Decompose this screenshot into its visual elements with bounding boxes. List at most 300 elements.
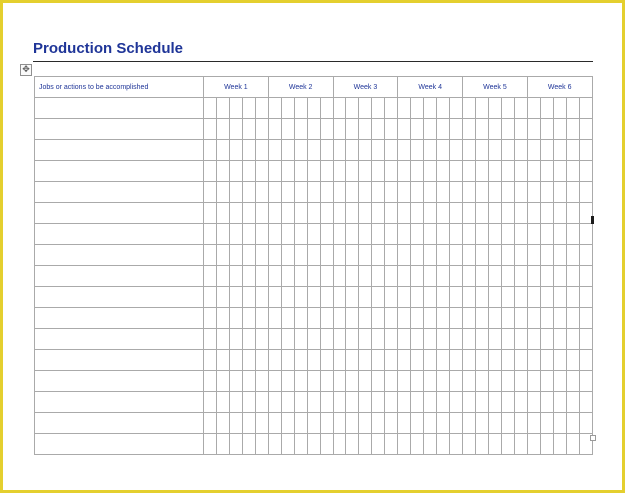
day-cell[interactable]: [398, 245, 411, 266]
day-cell[interactable]: [307, 266, 320, 287]
day-cell[interactable]: [579, 266, 592, 287]
day-cell[interactable]: [229, 413, 242, 434]
day-cell[interactable]: [307, 350, 320, 371]
day-cell[interactable]: [450, 245, 463, 266]
day-cell[interactable]: [527, 140, 540, 161]
task-cell[interactable]: [35, 371, 204, 392]
day-cell[interactable]: [476, 140, 489, 161]
day-cell[interactable]: [359, 287, 372, 308]
day-cell[interactable]: [566, 266, 579, 287]
day-cell[interactable]: [307, 392, 320, 413]
day-cell[interactable]: [476, 245, 489, 266]
day-cell[interactable]: [424, 392, 437, 413]
day-cell[interactable]: [229, 266, 242, 287]
day-cell[interactable]: [372, 182, 385, 203]
day-cell[interactable]: [463, 266, 476, 287]
day-cell[interactable]: [476, 371, 489, 392]
day-cell[interactable]: [385, 350, 398, 371]
day-cell[interactable]: [229, 203, 242, 224]
day-cell[interactable]: [424, 434, 437, 455]
day-cell[interactable]: [463, 287, 476, 308]
day-cell[interactable]: [566, 371, 579, 392]
day-cell[interactable]: [424, 98, 437, 119]
day-cell[interactable]: [359, 161, 372, 182]
day-cell[interactable]: [268, 140, 281, 161]
day-cell[interactable]: [463, 245, 476, 266]
day-cell[interactable]: [463, 203, 476, 224]
day-cell[interactable]: [450, 434, 463, 455]
task-cell[interactable]: [35, 266, 204, 287]
day-cell[interactable]: [307, 203, 320, 224]
day-cell[interactable]: [320, 287, 333, 308]
day-cell[interactable]: [450, 224, 463, 245]
day-cell[interactable]: [372, 287, 385, 308]
day-cell[interactable]: [294, 350, 307, 371]
day-cell[interactable]: [476, 392, 489, 413]
day-cell[interactable]: [333, 182, 346, 203]
day-cell[interactable]: [204, 203, 217, 224]
day-cell[interactable]: [372, 308, 385, 329]
day-cell[interactable]: [346, 392, 359, 413]
day-cell[interactable]: [204, 266, 217, 287]
day-cell[interactable]: [204, 434, 217, 455]
day-cell[interactable]: [242, 119, 255, 140]
day-cell[interactable]: [424, 119, 437, 140]
day-cell[interactable]: [385, 287, 398, 308]
day-cell[interactable]: [488, 98, 501, 119]
day-cell[interactable]: [424, 413, 437, 434]
day-cell[interactable]: [333, 308, 346, 329]
day-cell[interactable]: [398, 119, 411, 140]
day-cell[interactable]: [566, 203, 579, 224]
day-cell[interactable]: [372, 329, 385, 350]
day-cell[interactable]: [216, 161, 229, 182]
day-cell[interactable]: [359, 329, 372, 350]
day-cell[interactable]: [294, 308, 307, 329]
day-cell[interactable]: [540, 308, 553, 329]
day-cell[interactable]: [514, 350, 527, 371]
day-cell[interactable]: [204, 140, 217, 161]
day-cell[interactable]: [216, 245, 229, 266]
day-cell[interactable]: [501, 182, 514, 203]
day-cell[interactable]: [424, 224, 437, 245]
day-cell[interactable]: [553, 224, 566, 245]
day-cell[interactable]: [514, 434, 527, 455]
day-cell[interactable]: [463, 161, 476, 182]
day-cell[interactable]: [553, 161, 566, 182]
day-cell[interactable]: [411, 371, 424, 392]
day-cell[interactable]: [488, 371, 501, 392]
day-cell[interactable]: [527, 161, 540, 182]
day-cell[interactable]: [579, 140, 592, 161]
day-cell[interactable]: [320, 413, 333, 434]
day-cell[interactable]: [268, 182, 281, 203]
day-cell[interactable]: [437, 329, 450, 350]
day-cell[interactable]: [553, 245, 566, 266]
day-cell[interactable]: [488, 329, 501, 350]
day-cell[interactable]: [450, 329, 463, 350]
day-cell[interactable]: [398, 140, 411, 161]
day-cell[interactable]: [333, 203, 346, 224]
day-cell[interactable]: [501, 245, 514, 266]
day-cell[interactable]: [359, 203, 372, 224]
day-cell[interactable]: [281, 182, 294, 203]
day-cell[interactable]: [514, 119, 527, 140]
day-cell[interactable]: [229, 224, 242, 245]
day-cell[interactable]: [242, 308, 255, 329]
day-cell[interactable]: [281, 371, 294, 392]
day-cell[interactable]: [566, 350, 579, 371]
day-cell[interactable]: [229, 245, 242, 266]
day-cell[interactable]: [268, 392, 281, 413]
day-cell[interactable]: [333, 98, 346, 119]
day-cell[interactable]: [514, 287, 527, 308]
day-cell[interactable]: [450, 350, 463, 371]
day-cell[interactable]: [553, 98, 566, 119]
day-cell[interactable]: [450, 308, 463, 329]
day-cell[interactable]: [553, 182, 566, 203]
day-cell[interactable]: [437, 413, 450, 434]
day-cell[interactable]: [204, 98, 217, 119]
day-cell[interactable]: [255, 371, 268, 392]
day-cell[interactable]: [281, 98, 294, 119]
day-cell[interactable]: [540, 266, 553, 287]
day-cell[interactable]: [385, 392, 398, 413]
day-cell[interactable]: [398, 329, 411, 350]
day-cell[interactable]: [242, 245, 255, 266]
day-cell[interactable]: [566, 392, 579, 413]
day-cell[interactable]: [398, 182, 411, 203]
day-cell[interactable]: [411, 119, 424, 140]
day-cell[interactable]: [553, 203, 566, 224]
day-cell[interactable]: [320, 329, 333, 350]
day-cell[interactable]: [242, 350, 255, 371]
day-cell[interactable]: [333, 224, 346, 245]
day-cell[interactable]: [294, 392, 307, 413]
task-cell[interactable]: [35, 329, 204, 350]
day-cell[interactable]: [514, 98, 527, 119]
day-cell[interactable]: [385, 308, 398, 329]
day-cell[interactable]: [476, 161, 489, 182]
day-cell[interactable]: [527, 203, 540, 224]
day-cell[interactable]: [359, 245, 372, 266]
day-cell[interactable]: [488, 140, 501, 161]
day-cell[interactable]: [294, 203, 307, 224]
day-cell[interactable]: [579, 224, 592, 245]
day-cell[interactable]: [385, 119, 398, 140]
day-cell[interactable]: [216, 266, 229, 287]
day-cell[interactable]: [281, 245, 294, 266]
day-cell[interactable]: [307, 224, 320, 245]
day-cell[interactable]: [333, 119, 346, 140]
day-cell[interactable]: [398, 287, 411, 308]
day-cell[interactable]: [346, 224, 359, 245]
day-cell[interactable]: [566, 329, 579, 350]
day-cell[interactable]: [527, 308, 540, 329]
day-cell[interactable]: [216, 308, 229, 329]
day-cell[interactable]: [450, 392, 463, 413]
day-cell[interactable]: [333, 161, 346, 182]
day-cell[interactable]: [268, 119, 281, 140]
day-cell[interactable]: [579, 308, 592, 329]
day-cell[interactable]: [204, 413, 217, 434]
day-cell[interactable]: [229, 392, 242, 413]
day-cell[interactable]: [488, 182, 501, 203]
day-cell[interactable]: [488, 350, 501, 371]
day-cell[interactable]: [398, 308, 411, 329]
day-cell[interactable]: [320, 392, 333, 413]
day-cell[interactable]: [463, 308, 476, 329]
day-cell[interactable]: [488, 308, 501, 329]
day-cell[interactable]: [242, 434, 255, 455]
day-cell[interactable]: [346, 329, 359, 350]
day-cell[interactable]: [307, 434, 320, 455]
day-cell[interactable]: [527, 119, 540, 140]
day-cell[interactable]: [501, 287, 514, 308]
day-cell[interactable]: [488, 287, 501, 308]
day-cell[interactable]: [385, 329, 398, 350]
day-cell[interactable]: [255, 182, 268, 203]
day-cell[interactable]: [540, 245, 553, 266]
day-cell[interactable]: [437, 266, 450, 287]
day-cell[interactable]: [527, 287, 540, 308]
day-cell[interactable]: [268, 308, 281, 329]
day-cell[interactable]: [476, 203, 489, 224]
day-cell[interactable]: [216, 203, 229, 224]
day-cell[interactable]: [372, 371, 385, 392]
day-cell[interactable]: [476, 308, 489, 329]
day-cell[interactable]: [424, 371, 437, 392]
day-cell[interactable]: [488, 203, 501, 224]
day-cell[interactable]: [398, 203, 411, 224]
day-cell[interactable]: [333, 266, 346, 287]
day-cell[interactable]: [411, 182, 424, 203]
day-cell[interactable]: [450, 161, 463, 182]
day-cell[interactable]: [488, 413, 501, 434]
day-cell[interactable]: [281, 203, 294, 224]
day-cell[interactable]: [579, 182, 592, 203]
day-cell[interactable]: [307, 182, 320, 203]
day-cell[interactable]: [204, 161, 217, 182]
day-cell[interactable]: [346, 140, 359, 161]
day-cell[interactable]: [281, 350, 294, 371]
task-cell[interactable]: [35, 434, 204, 455]
day-cell[interactable]: [476, 98, 489, 119]
day-cell[interactable]: [463, 119, 476, 140]
day-cell[interactable]: [307, 245, 320, 266]
day-cell[interactable]: [476, 182, 489, 203]
day-cell[interactable]: [320, 140, 333, 161]
day-cell[interactable]: [268, 224, 281, 245]
day-cell[interactable]: [463, 350, 476, 371]
day-cell[interactable]: [255, 434, 268, 455]
day-cell[interactable]: [411, 434, 424, 455]
day-cell[interactable]: [463, 371, 476, 392]
day-cell[interactable]: [476, 119, 489, 140]
day-cell[interactable]: [294, 413, 307, 434]
day-cell[interactable]: [463, 140, 476, 161]
day-cell[interactable]: [501, 413, 514, 434]
day-cell[interactable]: [346, 98, 359, 119]
day-cell[interactable]: [450, 413, 463, 434]
day-cell[interactable]: [527, 413, 540, 434]
day-cell[interactable]: [579, 413, 592, 434]
day-cell[interactable]: [527, 371, 540, 392]
day-cell[interactable]: [579, 98, 592, 119]
day-cell[interactable]: [553, 413, 566, 434]
day-cell[interactable]: [255, 119, 268, 140]
day-cell[interactable]: [229, 182, 242, 203]
day-cell[interactable]: [372, 266, 385, 287]
day-cell[interactable]: [540, 182, 553, 203]
day-cell[interactable]: [307, 308, 320, 329]
day-cell[interactable]: [268, 266, 281, 287]
day-cell[interactable]: [359, 371, 372, 392]
day-cell[interactable]: [216, 224, 229, 245]
task-cell[interactable]: [35, 413, 204, 434]
task-cell[interactable]: [35, 98, 204, 119]
day-cell[interactable]: [359, 413, 372, 434]
day-cell[interactable]: [255, 98, 268, 119]
day-cell[interactable]: [437, 245, 450, 266]
day-cell[interactable]: [294, 287, 307, 308]
table-move-handle-icon[interactable]: ✥: [20, 64, 32, 76]
day-cell[interactable]: [385, 182, 398, 203]
day-cell[interactable]: [242, 287, 255, 308]
task-cell[interactable]: [35, 224, 204, 245]
day-cell[interactable]: [476, 266, 489, 287]
day-cell[interactable]: [437, 224, 450, 245]
day-cell[interactable]: [268, 203, 281, 224]
day-cell[interactable]: [242, 371, 255, 392]
day-cell[interactable]: [437, 98, 450, 119]
day-cell[interactable]: [294, 266, 307, 287]
day-cell[interactable]: [579, 371, 592, 392]
day-cell[interactable]: [463, 434, 476, 455]
day-cell[interactable]: [242, 161, 255, 182]
day-cell[interactable]: [281, 140, 294, 161]
day-cell[interactable]: [424, 182, 437, 203]
day-cell[interactable]: [540, 140, 553, 161]
day-cell[interactable]: [255, 245, 268, 266]
day-cell[interactable]: [307, 329, 320, 350]
day-cell[interactable]: [204, 308, 217, 329]
day-cell[interactable]: [320, 119, 333, 140]
day-cell[interactable]: [307, 98, 320, 119]
day-cell[interactable]: [553, 308, 566, 329]
day-cell[interactable]: [385, 98, 398, 119]
day-cell[interactable]: [424, 245, 437, 266]
day-cell[interactable]: [242, 140, 255, 161]
day-cell[interactable]: [281, 161, 294, 182]
day-cell[interactable]: [294, 161, 307, 182]
day-cell[interactable]: [450, 266, 463, 287]
day-cell[interactable]: [566, 308, 579, 329]
day-cell[interactable]: [281, 413, 294, 434]
day-cell[interactable]: [398, 224, 411, 245]
day-cell[interactable]: [268, 413, 281, 434]
day-cell[interactable]: [268, 161, 281, 182]
day-cell[interactable]: [385, 371, 398, 392]
day-cell[interactable]: [229, 140, 242, 161]
day-cell[interactable]: [450, 287, 463, 308]
day-cell[interactable]: [320, 161, 333, 182]
day-cell[interactable]: [540, 434, 553, 455]
day-cell[interactable]: [255, 287, 268, 308]
day-cell[interactable]: [229, 287, 242, 308]
day-cell[interactable]: [307, 371, 320, 392]
day-cell[interactable]: [450, 203, 463, 224]
day-cell[interactable]: [501, 371, 514, 392]
day-cell[interactable]: [463, 329, 476, 350]
day-cell[interactable]: [424, 266, 437, 287]
day-cell[interactable]: [333, 392, 346, 413]
day-cell[interactable]: [229, 98, 242, 119]
day-cell[interactable]: [255, 266, 268, 287]
day-cell[interactable]: [229, 329, 242, 350]
day-cell[interactable]: [333, 413, 346, 434]
day-cell[interactable]: [333, 350, 346, 371]
day-cell[interactable]: [553, 329, 566, 350]
day-cell[interactable]: [385, 224, 398, 245]
task-cell[interactable]: [35, 308, 204, 329]
day-cell[interactable]: [540, 98, 553, 119]
day-cell[interactable]: [385, 161, 398, 182]
day-cell[interactable]: [281, 266, 294, 287]
day-cell[interactable]: [333, 329, 346, 350]
day-cell[interactable]: [320, 266, 333, 287]
day-cell[interactable]: [385, 203, 398, 224]
day-cell[interactable]: [268, 329, 281, 350]
day-cell[interactable]: [372, 245, 385, 266]
day-cell[interactable]: [346, 287, 359, 308]
day-cell[interactable]: [229, 161, 242, 182]
day-cell[interactable]: [450, 98, 463, 119]
day-cell[interactable]: [540, 161, 553, 182]
day-cell[interactable]: [320, 182, 333, 203]
day-cell[interactable]: [501, 392, 514, 413]
day-cell[interactable]: [294, 98, 307, 119]
day-cell[interactable]: [514, 392, 527, 413]
day-cell[interactable]: [346, 182, 359, 203]
day-cell[interactable]: [281, 329, 294, 350]
day-cell[interactable]: [268, 287, 281, 308]
day-cell[interactable]: [476, 434, 489, 455]
day-cell[interactable]: [294, 119, 307, 140]
day-cell[interactable]: [514, 224, 527, 245]
day-cell[interactable]: [501, 350, 514, 371]
day-cell[interactable]: [346, 245, 359, 266]
day-cell[interactable]: [424, 140, 437, 161]
day-cell[interactable]: [372, 98, 385, 119]
day-cell[interactable]: [385, 140, 398, 161]
day-cell[interactable]: [398, 266, 411, 287]
day-cell[interactable]: [488, 224, 501, 245]
day-cell[interactable]: [463, 413, 476, 434]
day-cell[interactable]: [216, 119, 229, 140]
day-cell[interactable]: [320, 434, 333, 455]
day-cell[interactable]: [320, 308, 333, 329]
day-cell[interactable]: [294, 182, 307, 203]
table-resize-handle-icon[interactable]: [590, 435, 596, 441]
day-cell[interactable]: [437, 287, 450, 308]
day-cell[interactable]: [320, 350, 333, 371]
day-cell[interactable]: [579, 329, 592, 350]
day-cell[interactable]: [268, 434, 281, 455]
day-cell[interactable]: [411, 266, 424, 287]
day-cell[interactable]: [527, 245, 540, 266]
day-cell[interactable]: [411, 308, 424, 329]
